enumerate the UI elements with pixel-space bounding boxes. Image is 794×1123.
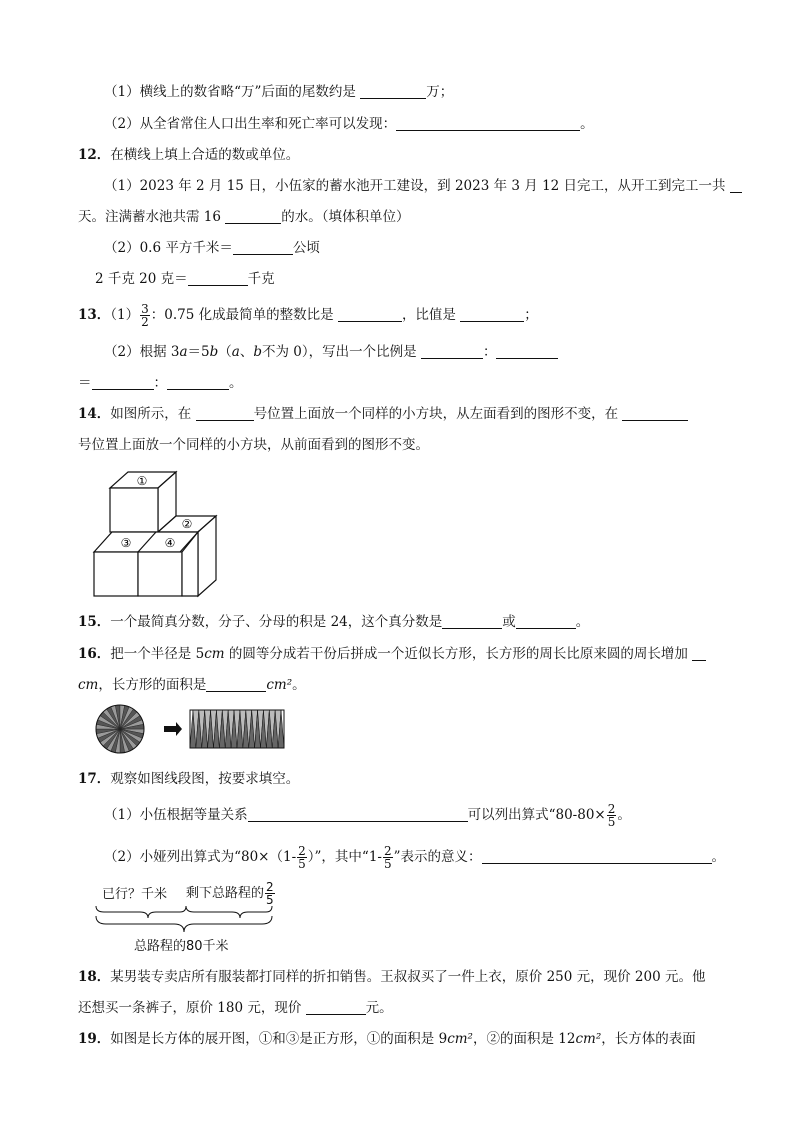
q12-part2: （2）0.6 平方千米＝ 公顷 [104,240,320,256]
q14-line2: 号位置上面放一个同样的小方块，从前面看到的图形不变。 [78,437,429,453]
q17-part2: （2）小娅列出算式为“80×（1- $\frac{2}{5}$ ）”，其中“1- $\frac{2}{5}$ ”表示的意义： 。 [104,844,726,871]
q12-stem: 12．在横线上填上合适的数或单位。 [78,147,300,163]
brace-lines [92,902,282,942]
remaining-label: 剩下总路程的 $\frac{2}{5}$ [186,880,274,907]
walked-brace [96,906,186,918]
q13-part1: 13．（1） $\frac{3}{2}$ ：0.75 化成最简单的整数比是 ，比值是 ； [78,302,538,329]
q12-part3: 2 千克 20 克＝ 千克 [95,271,275,287]
q13-part2: （2）根据 3a＝5b（a、b不为 0），写出一个比例是 ： [104,343,558,361]
fraction: $\frac{2}{5}$ [384,844,392,871]
label-4: ④ [164,536,176,550]
answer-blank[interactable] [496,344,558,359]
answer-blank[interactable] [92,375,154,390]
answer-blank[interactable] [442,614,502,629]
q17-part1: （1）小伍根据等量关系 可以列出算式“80-80× $\frac{2}{5}$ 。 [104,802,631,829]
q16-line2: cm，长方形的面积是 cm²。 [78,677,306,693]
cube-stack-figure [90,468,225,598]
divided-circle [96,705,144,753]
answer-blank[interactable] [622,406,688,421]
label-2: ② [181,517,193,531]
q16-line1: 16．把一个半径是 5cm 的圆等分成若干份后拼成一个近似长方形，长方形的周长比原来圆的周长增加 [78,645,706,663]
label-1: ① [136,474,148,488]
q11-sub2: （2）从全省常住人口出生率和死亡率可以发现： 。 [104,116,594,132]
approximate-rectangle [190,710,284,748]
total-brace [96,916,272,932]
q14-line1: 14．如图所示，在 号位置上面放一个同样的小方块，从左面看到的图形不变，在 [78,405,688,423]
answer-blank[interactable] [233,240,293,255]
answer-blank[interactable] [730,178,742,193]
fraction: $\frac{2}{5}$ [298,844,306,871]
answer-blank[interactable] [460,307,524,322]
answer-blank[interactable] [196,406,254,421]
answer-blank[interactable] [206,677,266,692]
q11-sub1: （1）横线上的数省略“万”后面的尾数约是 万； [104,84,454,100]
line-segment-diagram [92,880,292,960]
q17-stem: 17．观察如图线段图，按要求填空。 [78,771,300,787]
remaining-brace [186,906,272,918]
fraction: $\frac{3}{2}$ [141,302,149,329]
answer-blank[interactable] [306,1000,366,1015]
q12-part1-line2: 天。注满蓄水池共需 16 的水。（填体积单位） [78,209,410,225]
answer-blank[interactable] [188,271,248,286]
answer-blank[interactable] [396,116,580,131]
label-3: ③ [120,536,132,550]
q19-line1: 19．如图是长方体的展开图，①和③是正方形，①的面积是 9cm²，②的面积是 12cm²，长方体的表面 [78,1031,696,1047]
answer-blank[interactable] [338,307,402,322]
q13-part2-cont: ＝ ： 。 [78,375,243,391]
answer-blank[interactable] [360,84,426,99]
q18-line1: 18．某男装专卖店所有服装都打同样的折扣销售。王叔叔买了一件上衣，原价 250 元，现价 200 元。他 [78,969,706,985]
arrow-right-icon [164,722,182,736]
circle-to-rectangle-figure [92,702,292,758]
q12-part1-line1: （1）2023 年 2 月 15 日，小伍家的蓄水池开工建设，到 2023 年 3 月 12 日完工，从开工到完工一共 [104,177,742,195]
answer-blank[interactable] [516,614,576,629]
answer-blank[interactable] [225,209,281,224]
fraction: $\frac{2}{5}$ [607,802,616,829]
fraction: $\frac{2}{5}$ [266,880,274,907]
answer-blank[interactable] [248,807,468,822]
q18-line2: 还想买一条裤子，原价 180 元，现价 元。 [78,1000,393,1016]
q15: 15．一个最简真分数，分子、分母的积是 24，这个真分数是 或 。 [78,614,590,630]
total-label: 总路程的80千米 [134,939,229,954]
answer-blank[interactable] [167,375,229,390]
answer-blank[interactable] [421,344,483,359]
answer-blank[interactable] [482,849,712,864]
walked-label: 已行？千米 [102,887,168,902]
answer-blank[interactable] [692,646,706,661]
